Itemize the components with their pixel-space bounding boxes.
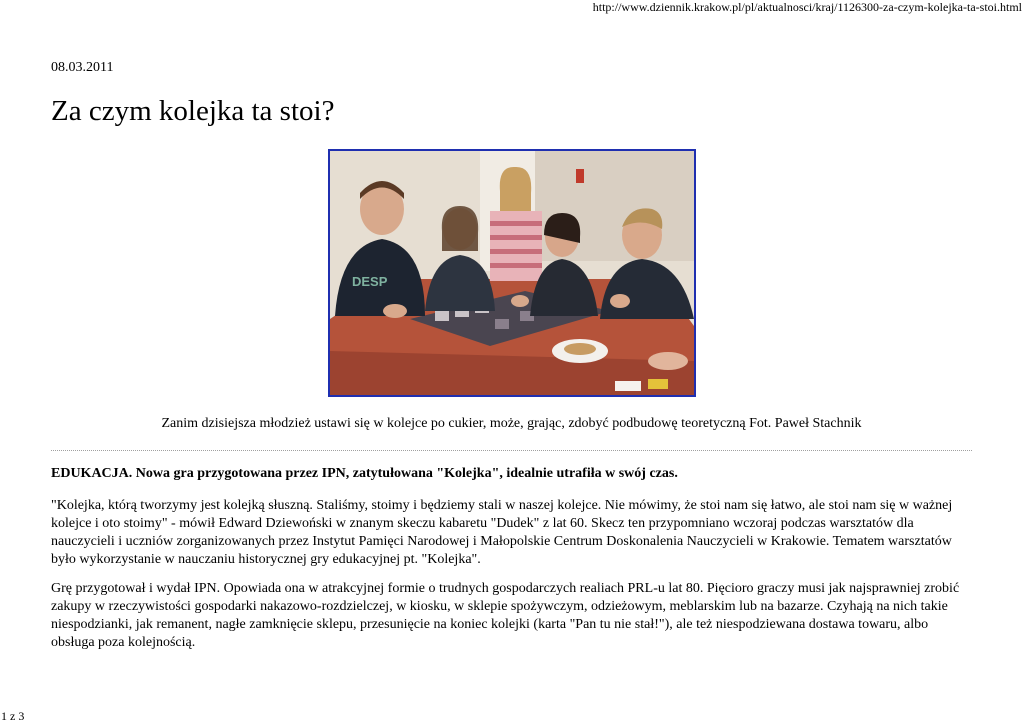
article-paragraph: "Kolejka, którą tworzymy jest kolejką słuszną. Staliśmy, stoimy i będziemy stali w naszej kolejce. Nie mówimy, że stoi nam się łatwo, ale stoi nam się w ważnej kolejce i oto stoimy" - mówił Edward Dziewoński w znanym skeczu kabaretu "Dudek" z lat 60. Skecz ten przypomniano wczoraj podczas warsztatów dla nauczycieli i uczniów zorganizowanych przez Instytut Pamięci Narodowej i Małopolskie Centrum Doskonalenia Nauczycieli w Krakowie. Tematem warsztatów było wykorzystanie w nauczaniu historycznej gry edukacyjnej pt. "Kolejka". [51, 498, 953, 567]
photo-caption: Zanim dzisiejsza młodzież ustawi się w kolejce po cukier, może, grając, zdobyć podbudowę teoretyczną Fot. Paweł Stachnik [161, 416, 862, 431]
source-url: http://www.dziennik.krakow.pl/pl/aktualnosci/kraj/1126300-za-czym-kolejka-ta-stoi.html [592, 0, 1022, 14]
svg-text:DESP: DESP [352, 274, 388, 289]
article-paragraph: Grę przygotował i wydał IPN. Opowiada ona w atrakcyjnej formie o trudnych gospodarczych realiach PRL-u lat 80. Pięcioro graczy musi jak najsprawniej zrobić zakupy w rzeczywistości gospodarki nakazowo-rozdzielczej, w kiosku, w sklepie spożywczym, odzieżowym, meblarskim lub na bazarze. Czyhają na nich takie niespodzianki, jak remanent, nagłe zamknięcie sklepu, przesunięcie na koniec kolejki (karta "Pan tu nie stał!"), ale też niespodziewana dostawa towaru, albo obsługa poza kolejnością. [51, 581, 960, 650]
article-title: Za czym kolejka ta stoi? [51, 95, 335, 127]
article-date: 08.03.2011 [51, 60, 114, 75]
article-lead: EDUKACJA. Nowa gra przygotowana przez IPN, zatytułowana "Kolejka", idealnie utrafiła w swój czas. [51, 466, 678, 481]
article-photo [328, 149, 696, 397]
page-indicator: 1 z 3 [1, 709, 25, 723]
divider [51, 450, 972, 451]
